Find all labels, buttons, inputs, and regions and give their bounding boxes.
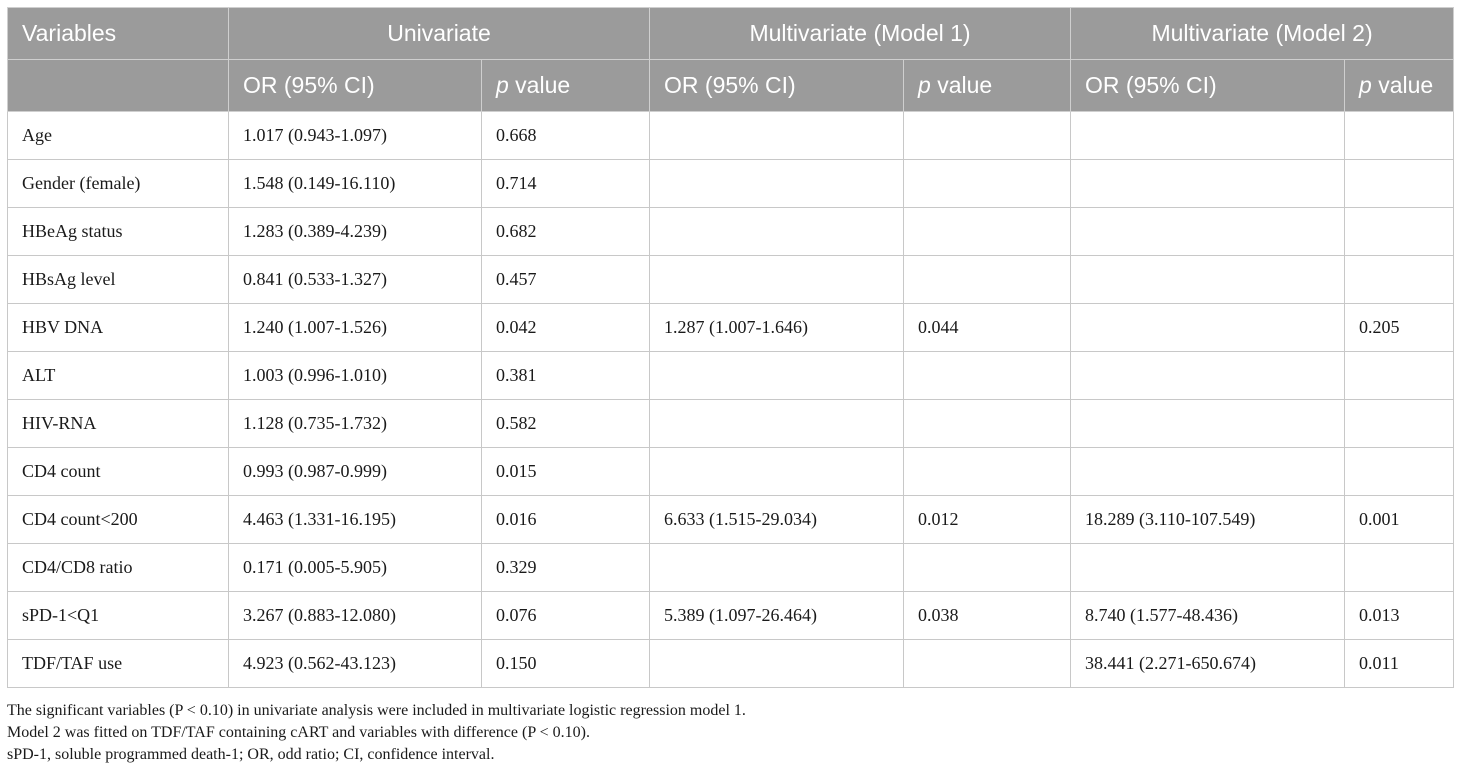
cell-univariate-p: 0.381 (482, 352, 650, 400)
cell-model2-or (1071, 208, 1345, 256)
cell-model1-p (904, 400, 1071, 448)
cell-model2-or (1071, 400, 1345, 448)
cell-variable: ALT (8, 352, 229, 400)
cell-univariate-or: 4.923 (0.562-43.123) (229, 640, 482, 688)
cell-model1-or (650, 256, 904, 304)
cell-model1-or (650, 112, 904, 160)
cell-model2-or (1071, 160, 1345, 208)
cell-univariate-p: 0.076 (482, 592, 650, 640)
cell-model2-or: 18.289 (3.110-107.549) (1071, 496, 1345, 544)
table-row (8, 160, 1454, 208)
cell-univariate-p: 0.015 (482, 448, 650, 496)
p-italic: p (918, 72, 931, 98)
cell-variable: CD4 count<200 (8, 496, 229, 544)
cell-model2-or (1071, 304, 1345, 352)
cell-model2-or (1071, 112, 1345, 160)
table-header (8, 8, 1454, 112)
cell-model1-p (904, 448, 1071, 496)
header-row-columns (8, 60, 1454, 112)
cell-variable: sPD-1<Q1 (8, 592, 229, 640)
cell-variable: CD4 count (8, 448, 229, 496)
cell-variable: HIV-RNA (8, 400, 229, 448)
cell-model1-p: 0.044 (904, 304, 1071, 352)
cell-univariate-p: 0.582 (482, 400, 650, 448)
cell-model2-p (1345, 544, 1454, 592)
cell-model1-or (650, 448, 904, 496)
header-uni-p (482, 60, 650, 112)
cell-univariate-p: 0.016 (482, 496, 650, 544)
cell-model1-or: 6.633 (1.515-29.034) (650, 496, 904, 544)
cell-model2-p: 0.013 (1345, 592, 1454, 640)
cell-variable: TDF/TAF use (8, 640, 229, 688)
header-m1-p (904, 60, 1071, 112)
cell-univariate-or: 0.993 (0.987-0.999) (229, 448, 482, 496)
cell-model2-p: 0.001 (1345, 496, 1454, 544)
cell-univariate-or: 1.003 (0.996-1.010) (229, 352, 482, 400)
cell-model1-or (650, 208, 904, 256)
table-row (8, 208, 1454, 256)
cell-model2-p (1345, 448, 1454, 496)
cell-model2-p (1345, 400, 1454, 448)
cell-variable: HBsAg level (8, 256, 229, 304)
cell-univariate-p: 0.668 (482, 112, 650, 160)
cell-model2-or (1071, 448, 1345, 496)
cell-model1-or (650, 160, 904, 208)
cell-univariate-p: 0.329 (482, 544, 650, 592)
header-m1-or: OR (95% CI) (650, 60, 904, 112)
header-uni-or: OR (95% CI) (229, 60, 482, 112)
cell-model1-or (650, 640, 904, 688)
cell-univariate-or: 0.171 (0.005-5.905) (229, 544, 482, 592)
cell-univariate-p: 0.682 (482, 208, 650, 256)
cell-model1-p (904, 112, 1071, 160)
cell-model1-p (904, 640, 1071, 688)
cell-variable: HBV DNA (8, 304, 229, 352)
table-row (8, 640, 1454, 688)
cell-univariate-or: 1.128 (0.735-1.732) (229, 400, 482, 448)
cell-model1-or (650, 544, 904, 592)
header-univariate: Univariate (229, 8, 650, 60)
cell-univariate-or: 4.463 (1.331-16.195) (229, 496, 482, 544)
cell-model2-p (1345, 352, 1454, 400)
cell-model1-p (904, 208, 1071, 256)
cell-univariate-p: 0.457 (482, 256, 650, 304)
cell-model2-p (1345, 160, 1454, 208)
table-footnotes (7, 700, 746, 766)
cell-model1-or: 1.287 (1.007-1.646) (650, 304, 904, 352)
cell-model2-or: 8.740 (1.577-48.436) (1071, 592, 1345, 640)
footnote-2: Model 2 was fitted on TDF/TAF containing cART and variables with difference (P < 0.10). (7, 724, 590, 741)
header-row-groups (8, 8, 1454, 60)
table-row (8, 592, 1454, 640)
cell-univariate-p: 0.714 (482, 160, 650, 208)
header-m2-p (1345, 60, 1454, 112)
header-empty (8, 60, 229, 112)
p-value-text: value (1371, 72, 1434, 98)
cell-univariate-or: 1.240 (1.007-1.526) (229, 304, 482, 352)
cell-variable: Gender (female) (8, 160, 229, 208)
table-row (8, 400, 1454, 448)
cell-model1-p (904, 256, 1071, 304)
p-italic: p (496, 72, 509, 98)
cell-model1-p: 0.038 (904, 592, 1071, 640)
cell-model1-or: 5.389 (1.097-26.464) (650, 592, 904, 640)
cell-model2-p (1345, 208, 1454, 256)
cell-model1-or (650, 400, 904, 448)
cell-univariate-or: 1.548 (0.149-16.110) (229, 160, 482, 208)
header-m2-or: OR (95% CI) (1071, 60, 1345, 112)
p-value-text: value (930, 72, 993, 98)
p-italic: p (1359, 72, 1372, 98)
results-table-container (7, 7, 1453, 688)
cell-model1-p: 0.012 (904, 496, 1071, 544)
table-row (8, 544, 1454, 592)
cell-univariate-or: 1.283 (0.389-4.239) (229, 208, 482, 256)
cell-model2-p: 0.011 (1345, 640, 1454, 688)
cell-model2-or (1071, 352, 1345, 400)
results-table (7, 7, 1454, 688)
footnote-1: The significant variables (P < 0.10) in univariate analysis were included in multivariate logistic regression model 1. (7, 702, 746, 719)
header-model-1: Multivariate (Model 1) (650, 8, 1071, 60)
cell-model1-p (904, 352, 1071, 400)
table-row (8, 496, 1454, 544)
cell-model2-or (1071, 544, 1345, 592)
cell-variable: CD4/CD8 ratio (8, 544, 229, 592)
p-value-text: value (508, 72, 571, 98)
cell-variable: HBeAg status (8, 208, 229, 256)
table-row (8, 352, 1454, 400)
cell-model1-p (904, 544, 1071, 592)
cell-model2-or: 38.441 (2.271-650.674) (1071, 640, 1345, 688)
header-model-2: Multivariate (Model 2) (1071, 8, 1454, 60)
footnote-3: sPD-1, soluble programmed death-1; OR, odd ratio; CI, confidence interval. (7, 746, 495, 763)
table-body (8, 112, 1454, 688)
cell-univariate-or: 1.017 (0.943-1.097) (229, 112, 482, 160)
cell-univariate-or: 3.267 (0.883-12.080) (229, 592, 482, 640)
cell-variable: Age (8, 112, 229, 160)
cell-univariate-p: 0.150 (482, 640, 650, 688)
cell-model2-p (1345, 112, 1454, 160)
table-row (8, 112, 1454, 160)
table-row (8, 304, 1454, 352)
table-row (8, 448, 1454, 496)
header-variables: Variables (8, 8, 229, 60)
cell-model2-or (1071, 256, 1345, 304)
cell-model1-or (650, 352, 904, 400)
cell-model2-p (1345, 256, 1454, 304)
cell-univariate-or: 0.841 (0.533-1.327) (229, 256, 482, 304)
cell-univariate-p: 0.042 (482, 304, 650, 352)
table-row (8, 256, 1454, 304)
cell-model1-p (904, 160, 1071, 208)
cell-model2-p: 0.205 (1345, 304, 1454, 352)
